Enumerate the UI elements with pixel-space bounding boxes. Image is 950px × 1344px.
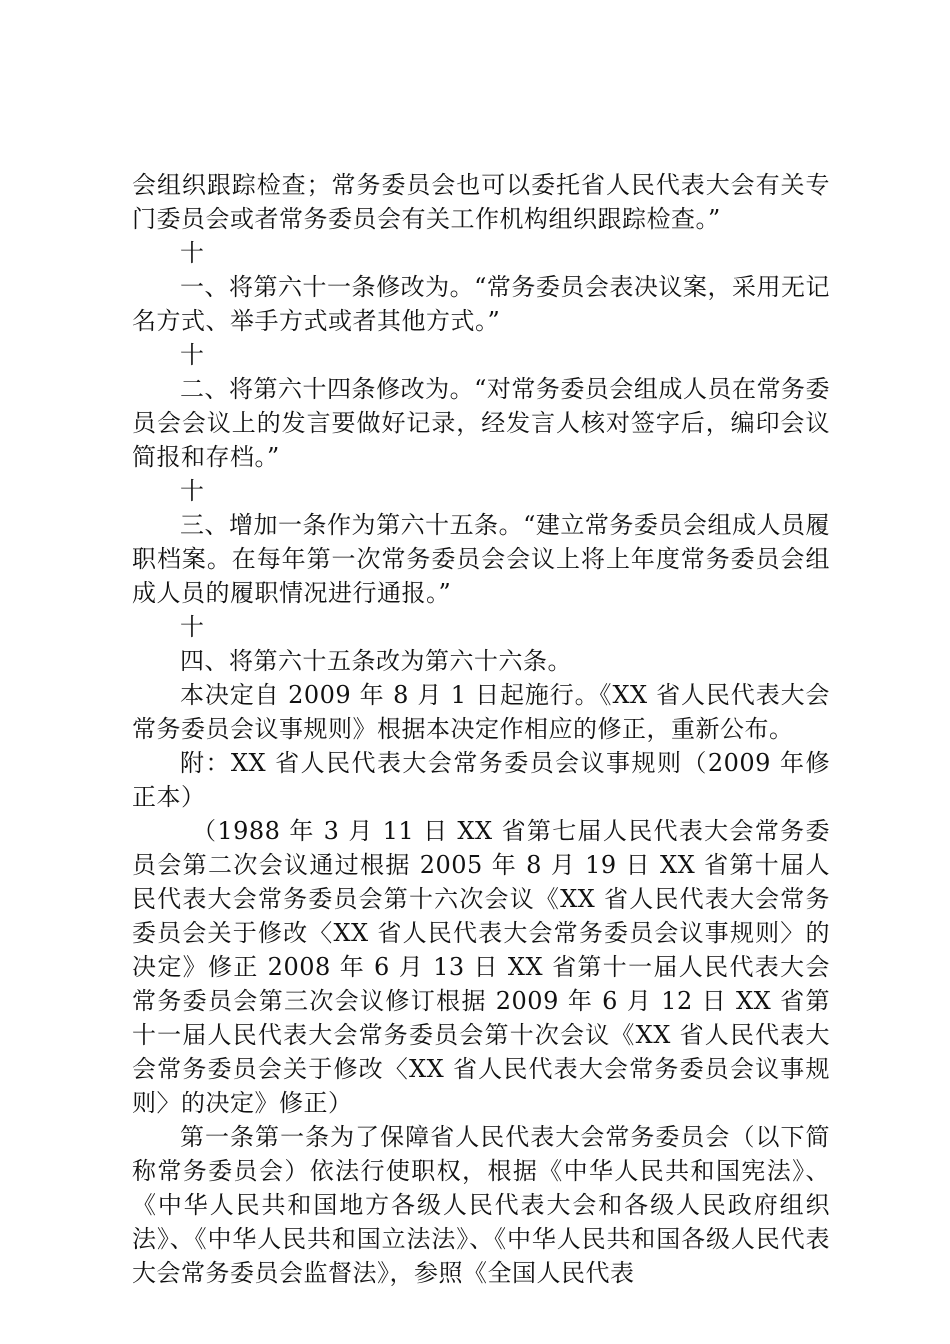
section-separator: 十 [180,341,205,369]
paragraph-effective-date: 本决定自 2009 年 8 月 1 日起施行。《XX 省人民代表大会常务委员会议事规则》根据本决定作相应的修正，重新公布。 [132,681,830,743]
section-separator: 十 [180,613,205,641]
section-separator: 十 [180,239,205,267]
paragraph-appendix-title: 附：XX 省人民代表大会常务委员会议事规则（2009 年修正本） [132,749,830,811]
paragraph-article-65-added: 三、增加一条作为第六十五条。“建立常务委员会组成人员履职档案。在每年第一次常务委员会会议上将上年度常务委员会组成人员的履职情况进行通报。” [132,511,830,607]
paragraph-article-66: 四、将第六十五条改为第六十六条。 [180,647,572,675]
paragraph-continuation: 会组织跟踪检查；常务委员会也可以委托省人民代表大会有关专门委员会或者常务委员会有关工作机构组织跟踪检查。” [132,171,830,233]
paragraph-article-1: 第一条第一条为了保障省人民代表大会常务委员会（以下简称常务委员会）依法行使职权，根据《中华人民共和国宪法》、《中华人民共和国地方各级人民代表大会和各级人民政府组织法》、《中华人民共和国立法法》、《中华人民共和国各级人民代表大会常务委员会监督法》，参照《全国人民代表 [132,1123,830,1287]
paragraph-article-64: 二、将第六十四条修改为。“对常务委员会组成人员在常务委员会会议上的发言要做好记录，经发言人核对签字后，编印会议简报和存档。” [132,375,830,471]
paragraph-article-61: 一、将第六十一条修改为。“常务委员会表决议案，采用无记名方式、举手方式或者其他方式。” [132,273,830,335]
paragraph-revision-history: （1988 年 3 月 11 日 XX 省第七届人民代表大会常务委员会第二次会议通过根据 2005 年 8 月 19 日 XX 省第十届人民代表大会常务委员会第十六次会议《XX 省人民代表大会常务委员会关于修改〈XX 省人民代表大会常务委员会议事规则〉的决定》修正 2008 年 6 月 13 日 XX 省第十一届人民代表大会常务委员会第三次会议修订根据 2009 年 6 月 12 日 XX 省第十一届人民代表大会常务委员会第十次会议《XX 省人民代表大会常务委员会关于修改〈XX 省人民代表大会常务委员会议事规则〉的决定》修正） [132,817,830,1117]
section-separator: 十 [180,477,205,505]
document-body [132,168,830,1290]
